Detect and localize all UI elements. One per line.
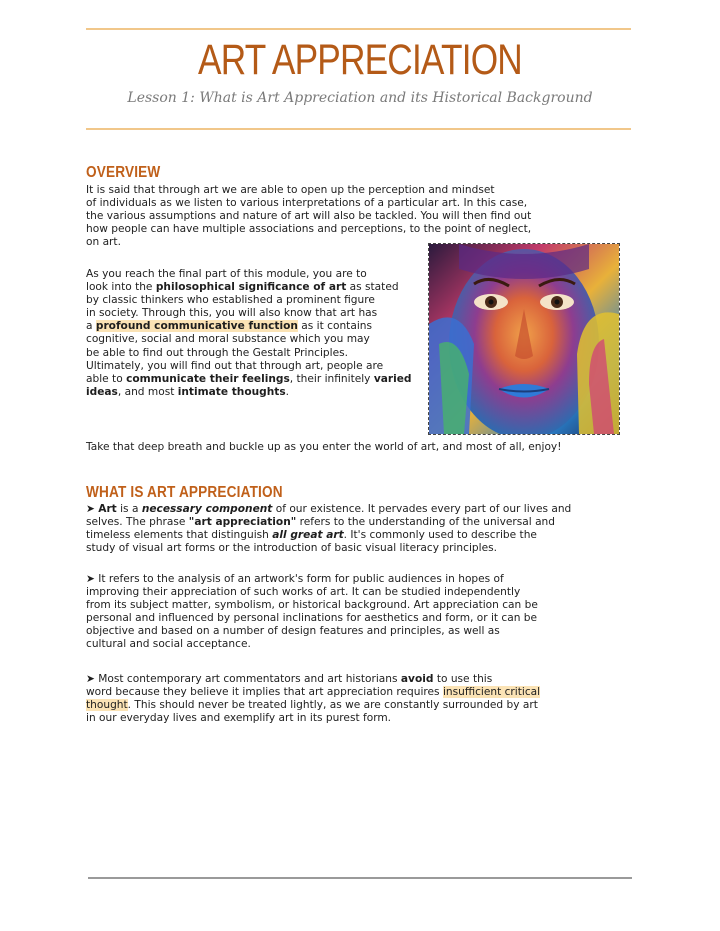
title-rule	[86, 128, 631, 130]
text-line: look into the philosophical significance of art as stated	[86, 281, 399, 294]
text-line: selves. The phrase "art appreciation" refers to the understanding of the universal and	[86, 516, 555, 529]
philosophical-significance-emphasis: philosophical significance of art	[155, 281, 347, 294]
footer-rule	[88, 877, 632, 879]
overview-paragraph-3: Take that deep breath and buckle up as you enter the world of art, and most of all, enjoy!	[86, 441, 562, 453]
text-line: the various assumptions and nature of art will also be tackled. You will then find out	[86, 210, 532, 223]
text-line: on art.	[86, 236, 121, 249]
colorful-face-painting-image	[429, 244, 619, 434]
overview-heading: OVERVIEW	[86, 164, 161, 181]
text-line: It is said that through art we are able to open up the perception and mindset	[86, 184, 495, 196]
text-line: Ultimately, you will find out that through art, people are	[86, 359, 384, 372]
communicative-function-highlight: profound communicative function	[95, 320, 298, 333]
text-line: As you reach the final part of this module, you are to	[86, 268, 367, 280]
text-line: of individuals as we listen to various interpretations of a particular art. In this case,	[86, 197, 528, 210]
text-line: improving their appreciation of such works of art. It can be studied independently	[86, 586, 521, 599]
text-line: by classic thinkers who established a prominent figure	[86, 294, 375, 307]
what-is-heading: WHAT IS ART APPRECIATION	[86, 484, 283, 501]
text-line: in society. Through this, you will also know that art has	[86, 307, 378, 320]
text-line: word because they believe it implies that art appreciation requires insufficient critical	[86, 686, 541, 699]
text-line: able to communicate their feelings, their infinitely varied	[86, 372, 412, 385]
page-subtitle: Lesson 1: What is Art Appreciation and its Historical Background	[127, 90, 593, 106]
text-line: cultural and social acceptance.	[86, 638, 251, 651]
text-line: from its subject matter, symbolism, or historical background. Art appreciation can be	[86, 599, 538, 612]
text-line: timeless elements that distinguish all great art. It's commonly used to describe the	[86, 529, 537, 542]
text-line: be able to find out through the Gestalt Principles.	[86, 346, 349, 359]
text-line: ➤ Art is a necessary component of our existence. It pervades every part of our lives and	[86, 503, 572, 515]
what-bullet-3	[86, 673, 626, 725]
text-line: a profound communicative function as it contains	[86, 320, 372, 333]
overview-paragraph-1	[86, 184, 616, 249]
insufficient-critical-highlight: insufficient critical	[442, 686, 541, 699]
text-line: how people can have multiple associations and perceptions, to the point of neglect,	[86, 223, 532, 236]
overview-paragraph-2	[86, 268, 421, 399]
what-bullet-2	[86, 573, 626, 652]
text-line: thought. This should never be treated lightly, as we are constantly surrounded by art	[86, 699, 538, 712]
text-line: personal and influenced by personal inclinations for aesthetics and form, or it can be	[86, 612, 538, 625]
text-line: study of visual art forms or the introduction of basic visual literacy principles.	[86, 542, 497, 555]
text-line: in our everyday lives and exemplify art in its purest form.	[86, 712, 392, 725]
text-line: objective and based on a number of design features and principles, as well as	[86, 625, 500, 638]
text-line: cognitive, social and moral substance which you may	[86, 333, 370, 346]
what-bullet-1	[86, 503, 626, 555]
page-title: ART APPRECIATION	[198, 36, 522, 84]
top-rule	[86, 28, 631, 30]
text-line: ➤ Most contemporary art commentators and art historians avoid to use this	[86, 673, 493, 685]
text-line: ➤ It refers to the analysis of an artwork's form for public audiences in hopes of	[86, 573, 504, 585]
text-line: ideas, and most intimate thoughts.	[86, 385, 290, 398]
